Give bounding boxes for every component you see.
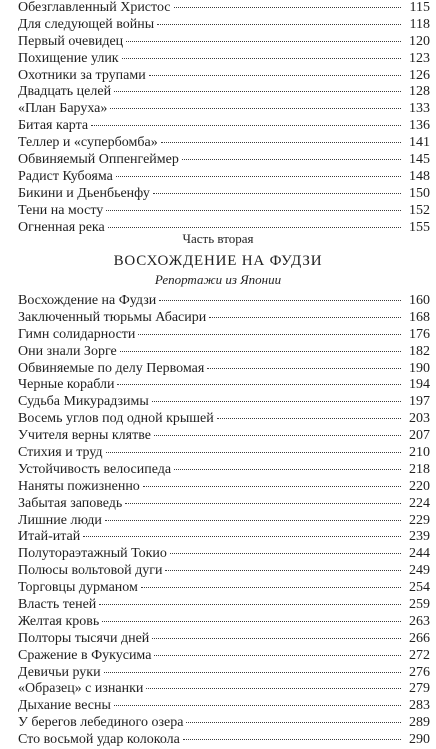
toc-dot-leader (154, 435, 401, 436)
toc-entry-title: Обвиняемые по делу Первомая (18, 360, 205, 376)
toc-dot-leader (108, 227, 401, 228)
toc-entry-title: Желтая кровь (18, 613, 100, 629)
toc-entry (18, 597, 430, 614)
toc-entry-page: 168 (409, 309, 430, 325)
toc-entry-page: 115 (409, 0, 430, 15)
toc-dot-leader (161, 142, 401, 143)
toc-entry-page: 244 (409, 546, 430, 562)
toc-entry-title: Бикини и Дьенбьенфу (18, 185, 150, 201)
toc-entry (18, 715, 430, 732)
toc-dot-leader (138, 334, 401, 335)
toc-dot-leader (106, 452, 401, 453)
toc-entry-page: 145 (409, 152, 430, 168)
toc-entry-title: Стихия и труд (18, 445, 103, 461)
toc-entry-page: 160 (409, 293, 430, 308)
toc-entry-title: Власть теней (18, 597, 97, 613)
toc-entry-page: 148 (409, 168, 430, 184)
toc-entry-title: «Образец» с изнанки (18, 681, 144, 697)
toc-dot-leader (126, 41, 401, 42)
toc-entry-page: 176 (409, 326, 430, 342)
toc-entry-title: Судьба Микурадзимы (18, 394, 149, 410)
toc-entry (18, 327, 430, 344)
toc-entry (18, 546, 430, 563)
toc-entry-title: Забытая заповедь (18, 495, 123, 511)
toc-entry-page: 210 (409, 445, 430, 461)
toc-entry (18, 411, 430, 428)
toc-dot-leader (174, 469, 401, 470)
toc-entry-page: 136 (409, 118, 430, 134)
toc-dot-leader (217, 418, 401, 419)
toc-dot-leader (83, 536, 401, 537)
toc-entry-page: 155 (409, 219, 430, 235)
toc-dot-leader (159, 300, 401, 301)
toc-entry-title: Они знали Зорге (18, 343, 117, 359)
toc-entry-title: Для следующей войны (18, 16, 155, 32)
toc-entry (18, 0, 430, 17)
toc-dot-leader (114, 705, 401, 706)
toc-dot-leader (149, 75, 401, 76)
toc-dot-leader (183, 739, 401, 740)
toc-entry (18, 614, 430, 631)
toc-entry-page: 266 (409, 630, 430, 646)
toc-entry-page: 290 (409, 732, 430, 748)
toc-entry-page: 182 (409, 343, 430, 359)
toc-entry-page: 263 (409, 613, 430, 629)
toc-dot-leader (125, 503, 401, 504)
toc-entry-title: Двадцать целей (18, 84, 112, 100)
part-two-title: ВОСХОЖДЕНИЕ НА ФУДЗИ (113, 253, 323, 269)
toc-dot-leader (114, 91, 401, 92)
toc-entry-page: 224 (409, 495, 430, 511)
toc-entry (18, 732, 430, 749)
toc-entry (18, 118, 430, 135)
toc-dot-leader (152, 401, 401, 402)
toc-entry-title: Учителя верны клятве (18, 428, 151, 444)
toc-entry-page: 152 (409, 202, 430, 218)
part-two-label: Часть вторая (182, 231, 254, 246)
toc-entry (18, 445, 430, 462)
toc-entry (18, 361, 430, 378)
toc-entry-page: 150 (409, 185, 430, 201)
toc-entry-page: 128 (409, 84, 430, 100)
toc-entry (18, 68, 430, 85)
toc-entry-title: Первый очевидец (18, 33, 124, 49)
toc-entry-title: Восемь углов под одной крышей (18, 411, 214, 427)
toc-entry (18, 563, 430, 580)
toc-entry-title: Охотники за трупами (18, 67, 146, 83)
toc-entry-title: Битая карта (18, 118, 89, 134)
toc-entry-title: Радист Кубояма (18, 168, 113, 184)
toc-entry-title: У берегов лебединого озера (18, 715, 184, 731)
toc-dot-leader (122, 58, 401, 59)
toc-entry-page: 120 (409, 33, 430, 49)
toc-entry-page: 279 (409, 681, 430, 697)
toc-entry (18, 513, 430, 530)
toc-dot-leader (105, 520, 401, 521)
toc-entry (18, 698, 430, 715)
toc-entry-title: «План Баруха» (18, 101, 108, 117)
toc-dot-leader (157, 24, 401, 25)
toc-entry-page: 141 (409, 135, 430, 151)
toc-entry (18, 529, 430, 546)
toc-entry (18, 462, 430, 479)
toc-entry (18, 344, 430, 361)
toc-entry-page: 203 (409, 411, 430, 427)
toc-dot-leader (207, 368, 401, 369)
toc-entry-page: 123 (409, 50, 430, 66)
toc-entry-page: 254 (409, 580, 430, 596)
toc-entry (18, 34, 430, 51)
toc-dot-leader (116, 176, 401, 177)
toc-entry-title: Полюсы вольтовой дуги (18, 563, 163, 579)
toc-entry (18, 665, 430, 682)
toc-entry-title: Лишние люди (18, 512, 102, 528)
toc-entry-page: 190 (409, 360, 430, 376)
toc-dot-leader (170, 553, 401, 554)
toc-dot-leader (152, 638, 401, 639)
toc-entry-page: 194 (409, 377, 430, 393)
toc-entry-title: Сто восьмой удар колокола (18, 732, 180, 748)
toc-entry-title: Огненная река (18, 219, 105, 235)
toc-part-one-list (18, 0, 430, 236)
toc-dot-leader (91, 125, 401, 126)
toc-entry (18, 293, 430, 310)
toc-entry-title: Гимн солидарности (18, 326, 136, 342)
toc-dot-leader (153, 193, 401, 194)
toc-entry-title: Полутораэтажный Токио (18, 546, 167, 562)
toc-entry-title: Тени на мосту (18, 202, 104, 218)
toc-entry-title: Девичьи руки (18, 664, 101, 680)
toc-entry-title: Сражение в Фукусима (18, 647, 152, 663)
toc-entry (18, 681, 430, 698)
toc-entry (18, 203, 430, 220)
toc-entry-title: Обвиняемый Оппенгеймер (18, 152, 179, 168)
part-two-subtitle: Репортажи из Японии (154, 272, 282, 287)
toc-entry-page: 283 (409, 698, 430, 714)
toc-entry-page: 239 (409, 529, 430, 545)
toc-entry (18, 186, 430, 203)
toc-entry-page: 272 (409, 647, 430, 663)
toc-dot-leader (182, 159, 401, 160)
toc-entry-title: Наняты пожизненно (18, 478, 140, 494)
toc-entry (18, 496, 430, 513)
toc-entry-page: 289 (409, 715, 430, 731)
toc-dot-leader (120, 351, 401, 352)
toc-entry-title: Черные корабли (18, 377, 115, 393)
toc-entry-page: 259 (409, 597, 430, 613)
toc-dot-leader (143, 486, 401, 487)
toc-entry (18, 169, 430, 186)
toc-entry-title: Устойчивость велосипеда (18, 461, 172, 477)
toc-dot-leader (186, 722, 401, 723)
toc-dot-leader (110, 108, 401, 109)
toc-entry (18, 631, 430, 648)
toc-entry-title: Похищение улик (18, 50, 119, 66)
toc-entry (18, 101, 430, 118)
toc-dot-leader (106, 210, 401, 211)
toc-entry-page: 249 (409, 563, 430, 579)
toc-dot-leader (154, 655, 401, 656)
toc-entry-title: Торговцы дурманом (18, 580, 138, 596)
toc-entry-title: Дыхание весны (18, 698, 111, 714)
toc-entry (18, 135, 430, 152)
toc-entry-page: 276 (409, 664, 430, 680)
toc-entry-title: Теллер и «супербомба» (18, 135, 158, 151)
toc-entry-page: 118 (409, 16, 430, 32)
toc-part-two-list (18, 293, 430, 749)
toc-dot-leader (117, 384, 401, 385)
toc-entry (18, 580, 430, 597)
toc-entry-page: 133 (409, 101, 430, 117)
toc-entry (18, 51, 430, 68)
toc-entry-page: 197 (409, 394, 430, 410)
toc-entry-title: Итай-итай (18, 529, 81, 545)
toc-entry-page: 220 (409, 478, 430, 494)
toc-entry (18, 479, 430, 496)
toc-entry (18, 377, 430, 394)
toc-entry-page: 126 (409, 67, 430, 83)
toc-entry (18, 310, 430, 327)
toc-entry (18, 152, 430, 169)
toc-dot-leader (174, 7, 401, 8)
toc-entry-title: Заключенный тюрьмы Абасири (18, 309, 207, 325)
toc-dot-leader (146, 688, 401, 689)
toc-dot-leader (99, 604, 401, 605)
toc-entry-page: 229 (409, 512, 430, 528)
toc-entry (18, 428, 430, 445)
toc-dot-leader (141, 587, 401, 588)
toc-entry (18, 394, 430, 411)
toc-entry (18, 648, 430, 665)
toc-entry-title: Обезглавленный Христос (18, 0, 171, 15)
toc-entry (18, 17, 430, 34)
toc-dot-leader (104, 672, 401, 673)
toc-dot-leader (102, 621, 401, 622)
toc-entry-title: Восхождение на Фудзи (18, 293, 157, 308)
toc-entry-title: Полторы тысячи дней (18, 630, 150, 646)
toc-entry-page: 207 (409, 428, 430, 444)
toc-entry (18, 84, 430, 101)
toc-dot-leader (209, 317, 401, 318)
toc-dot-leader (165, 570, 401, 571)
toc-entry-page: 218 (409, 461, 430, 477)
